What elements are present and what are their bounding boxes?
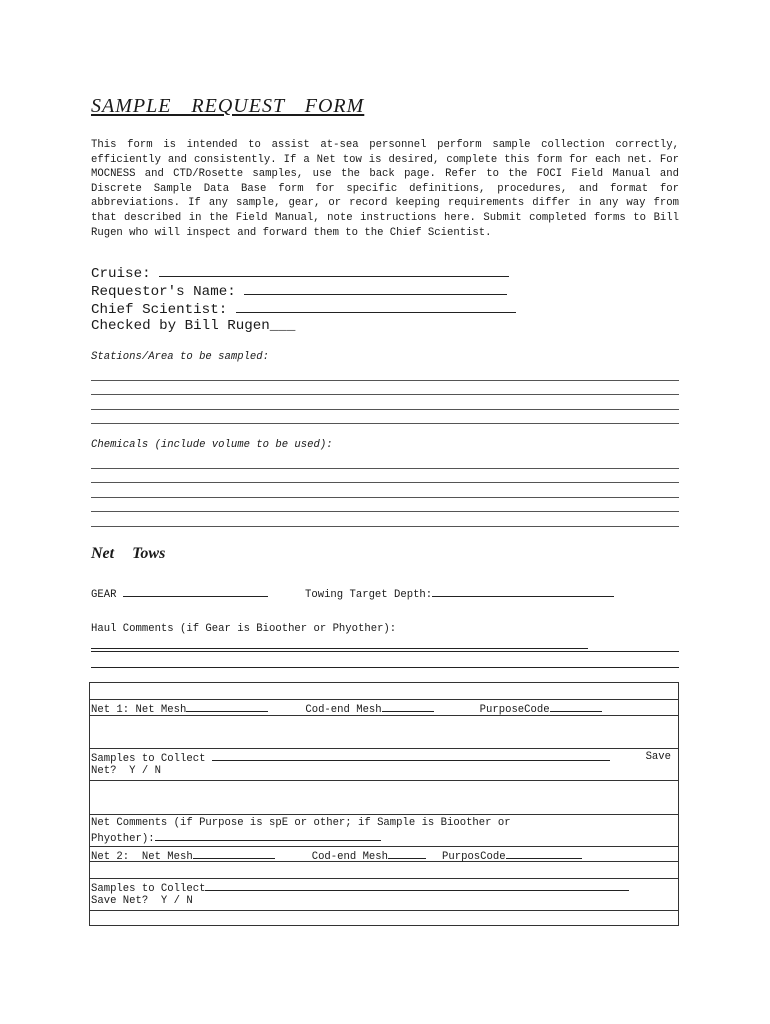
net1-comments-line1: Net Comments (if Purpose is spE or other; if Sample is Bioother or: [91, 817, 511, 829]
intro-paragraph: This form is intended to assist at-sea personnel perform sample collection correctly, efficiently and consistently. If a Net tow is desired, complete this form for each net. For MOCNESS and CTD/Rosette samples, use the back page. Refer to the FOCI Field Manual and Discrete Sample Data Base form for specific definitions, procedures, and format for abbreviations. If any sample, gear, or record keeping requirements differ in any way from that described in the Field Manual, note instructions here. Submit completed forms to Bill Rugen who will inspect and forward them to the Chief Scientist.: [91, 139, 679, 239]
net2-samples-field[interactable]: [205, 880, 629, 891]
net-tows-heading: Net Tows: [91, 545, 166, 562]
net2-purpose-label: PurposCode: [442, 851, 506, 863]
chemicals-line[interactable]: [91, 454, 679, 469]
requestor-row: [91, 281, 516, 299]
form-title: SAMPLE REQUEST FORM: [91, 95, 365, 117]
checked-by-label[interactable]: Checked by Bill Rugen___: [91, 318, 296, 334]
net1-purpose-label: PurposeCode: [479, 704, 550, 716]
cruise-label: Cruise:: [91, 266, 160, 282]
net1-purpose-field[interactable]: [550, 701, 602, 712]
net2-mesh-field[interactable]: [193, 848, 275, 859]
net2-mesh-row: [91, 848, 677, 865]
checked-by-row: [91, 317, 516, 335]
net1-save-net[interactable]: Net? Y / N: [91, 765, 161, 777]
net1-comments-row2: [91, 830, 677, 847]
depth-row: [305, 586, 614, 601]
chemicals-line[interactable]: [91, 483, 679, 498]
info-fields: [91, 263, 516, 335]
haul-comments-label: Haul Comments (if Gear is Bioother or Phyother):: [91, 623, 397, 635]
stations-line[interactable]: [91, 395, 679, 410]
requestor-field[interactable]: [244, 281, 507, 295]
net2-save-net[interactable]: Save Net? Y / N: [91, 895, 193, 907]
net1-save-label: Save: [645, 751, 671, 763]
gear-row: [91, 586, 268, 601]
stations-line[interactable]: [91, 410, 679, 425]
haul-comments-line[interactable]: [91, 648, 588, 649]
net1-codend-label: Cod-end Mesh: [305, 704, 382, 716]
net2-samples-label: Samples to Collect: [91, 883, 206, 895]
depth-label: Towing Target Depth:: [305, 589, 433, 601]
gear-label: GEAR: [91, 589, 123, 601]
depth-field[interactable]: [432, 586, 614, 597]
net2-mesh-label: Net 2: Net Mesh: [91, 851, 193, 863]
chemicals-line[interactable]: [91, 512, 679, 527]
chief-scientist-field[interactable]: [236, 299, 516, 313]
net1-codend-field[interactable]: [382, 701, 434, 712]
chemicals-label: Chemicals (include volume to be used):: [91, 439, 333, 451]
chief-scientist-row: [91, 299, 516, 317]
haul-comments-line[interactable]: [91, 651, 679, 652]
net1-comments-field[interactable]: [155, 830, 381, 841]
chemicals-line[interactable]: [91, 498, 679, 513]
cruise-field[interactable]: [159, 263, 509, 277]
net2-codend-field[interactable]: [388, 848, 426, 859]
net1-mesh-label: Net 1: Net Mesh: [91, 704, 187, 716]
net1-samples-label: Samples to Collect: [91, 753, 212, 765]
stations-line[interactable]: [91, 381, 679, 396]
net1-samples-field[interactable]: [212, 750, 610, 761]
stations-label: Stations/Area to be sampled:: [91, 351, 270, 363]
cruise-row: [91, 263, 516, 281]
net1-mesh-row: [91, 701, 677, 718]
net-table: [89, 682, 679, 926]
gear-field[interactable]: [123, 586, 268, 597]
net2-codend-label: Cod-end Mesh: [311, 851, 389, 863]
chief-scientist-label: Chief Scientist:: [91, 302, 236, 318]
net1-mesh-field[interactable]: [186, 701, 268, 712]
requestor-label: Requestor's Name:: [91, 284, 245, 300]
chemicals-line[interactable]: [91, 469, 679, 484]
haul-comments-line[interactable]: [91, 667, 679, 668]
stations-lines[interactable]: [91, 366, 679, 424]
net2-purpose-field[interactable]: [506, 848, 582, 859]
chemicals-lines[interactable]: [91, 454, 679, 527]
net1-comments-line2: Phyother):: [91, 833, 155, 845]
stations-line[interactable]: [91, 366, 679, 381]
